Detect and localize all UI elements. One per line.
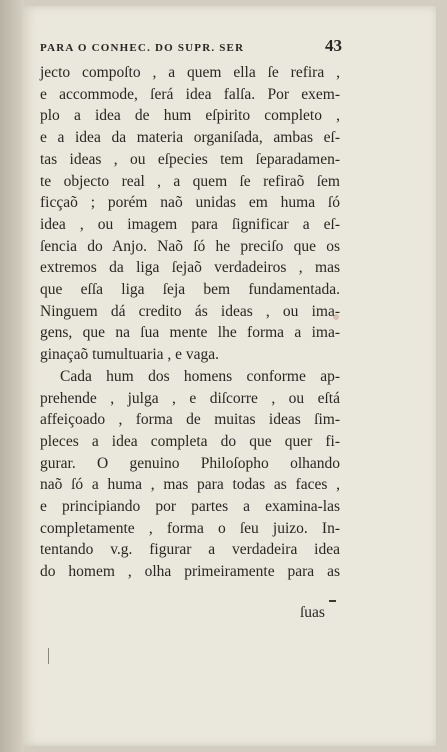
text-line: pleces a idea completa do que quer fi- (40, 432, 340, 450)
catchword: ſuas (300, 604, 325, 621)
printer-mark (329, 600, 336, 602)
text-line: affeiçoado , forma de muitas ideas ſim- (40, 411, 340, 429)
text-line: gens, que na ſua mente lhe forma a ima- (40, 324, 340, 342)
text-line: idea , ou imagem para ſignificar a eſ- (40, 215, 340, 233)
text-line: gurar. O genuino Philoſopho olhando (40, 454, 340, 472)
text-line: extremos da liga ſejaõ verdadeiros , mas (40, 259, 340, 277)
paragraph-end-line: ginaçaõ tumultuaria , e vaga. (40, 346, 220, 364)
text-line: naõ ſó a huma , mas para todas as faces , (40, 476, 340, 494)
body-text (40, 62, 340, 583)
text-line: ſencia do Anjo. Naõ ſó he preciſo que os (40, 237, 340, 255)
text-line: completamente , forma o ſeu juizo. In- (40, 519, 340, 537)
text-line: tas ideas , ou eſpecies tem ſeparadamen- (40, 150, 340, 168)
text-line: ficçaõ ; porém naõ unidas em huma ſó (40, 194, 340, 212)
page-header (40, 36, 342, 56)
paper-stain (333, 314, 339, 320)
running-head: PARA O CONHEC. DO SUPR. SER (40, 42, 245, 54)
text-line: que eſſa liga ſeja bem fundamentada. (40, 281, 340, 299)
text-line: jecto compoſto , a quem ella ſe refira , (40, 64, 340, 81)
text-line: plo a idea de hum eſpirito completo , (40, 107, 340, 125)
text-line: e principiando por partes a examina-las (40, 498, 340, 516)
text-line: e a idea da materia organiſada, ambas eſ- (40, 129, 340, 147)
paragraph-start-line: Cada hum dos homens conforme ap- (60, 367, 340, 385)
text-line: e accommode, ſerá idea falſa. Por exem- (40, 85, 340, 103)
text-line: tentando v.g. figurar a verdadeira idea (40, 541, 340, 559)
text-line: do homem , olha primeiramente para as (40, 563, 340, 581)
pencil-mark (48, 648, 49, 664)
text-line: Ninguem dá credito ás ideas , ou ima- (40, 302, 340, 320)
page-number: 43 (325, 36, 342, 55)
book-gutter (0, 0, 24, 752)
text-line: te objecto real , a quem ſe refiraõ ſem (40, 172, 340, 190)
text-line: prehende , julga , e diſcorre , ou eſtá (40, 389, 340, 407)
